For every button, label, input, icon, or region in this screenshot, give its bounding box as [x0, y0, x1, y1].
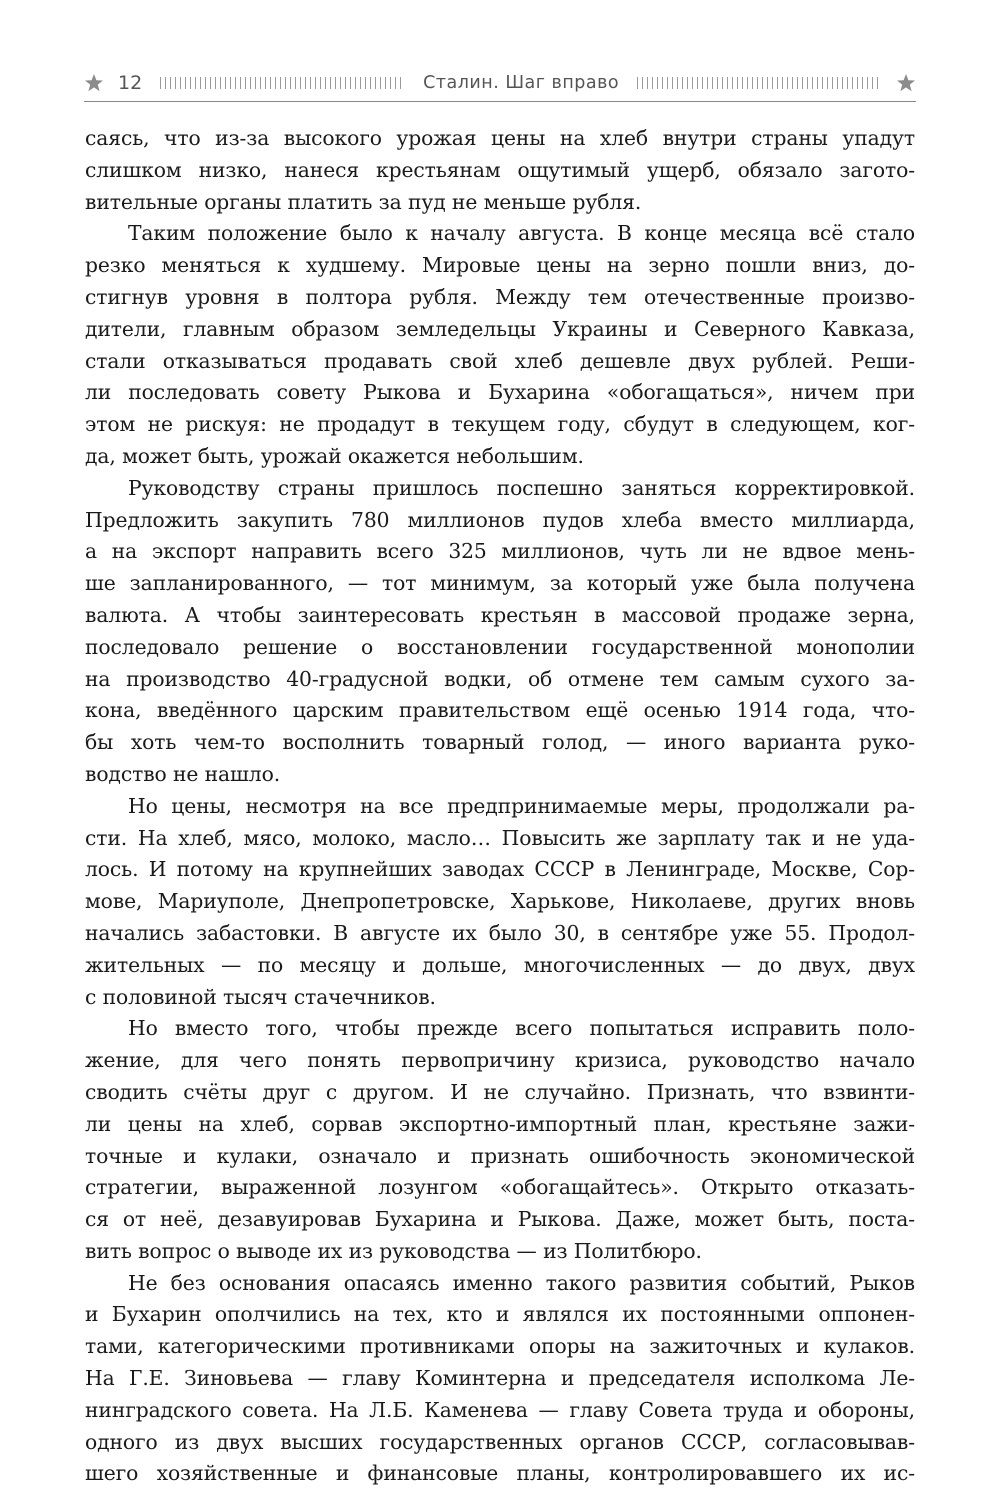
text-line: Предложить закупить 780 миллионов пудов хлеба вместо миллиарда,	[85, 507, 915, 532]
star-icon	[896, 73, 916, 93]
text-line: водство не нашло.	[85, 761, 281, 786]
text-line: жение, для чего понять первопричину кризиса, руководство начало	[85, 1048, 915, 1073]
running-header	[84, 66, 916, 100]
text-line: сти. На хлеб, мясо, молоко, масло… Повысить же зарплату так и не уда-	[85, 825, 915, 850]
text-line: начались забастовки. В августе их было 30, в сентябре уже 55. Продол-	[85, 920, 915, 945]
text-line: стигнув уровня в полтора рубля. Между тем отечественные произво-	[85, 284, 915, 309]
text-line: точные и кулаки, означало и признать ошибочность экономической	[85, 1143, 915, 1168]
text-line: тами, категорическими противниками опоры на зажиточных и кулаков.	[85, 1334, 915, 1359]
text-line: а на экспорт направить всего 325 миллионов, чуть ли не вдвое мень-	[85, 539, 915, 564]
text-line: этом не рискуя: не продадут в текущем году, сбудут в следующем, ког-	[85, 412, 915, 437]
text-line: вительные органы платить за пуд не меньше рубля.	[85, 189, 642, 214]
running-title: Сталин. Шаг вправо	[423, 73, 620, 93]
text-line: Не без основания опасаясь именно такого развития событий, Рыков	[128, 1270, 915, 1295]
text-line: дители, главным образом земледельцы Украины и Северного Кавказа,	[85, 316, 915, 341]
text-line: вить вопрос о выводе их из руководства — из Политбюро.	[85, 1238, 702, 1263]
text-line: и Бухарин ополчились на тех, кто и являлся их постоянными оппонен-	[85, 1302, 915, 1327]
text-line: последовало решение о восстановлении государственной монополии	[85, 634, 915, 659]
text-line: ли цены на хлеб, сорвав экспортно-импортный план, крестьяне зажи-	[85, 1111, 915, 1136]
text-line: Но цены, несмотря на все предпринимаемые меры, продолжали ра-	[128, 793, 915, 818]
text-line: валюта. А чтобы заинтересовать крестьян в массовой продаже зерна,	[85, 602, 915, 627]
star-icon	[84, 73, 104, 93]
text-line: одного из двух высших государственных органов СССР, согласовывав-	[85, 1429, 915, 1454]
decorative-rule-left	[160, 77, 405, 89]
text-line: ся от неё, дезавуировав Бухарина и Рыкова. Даже, может быть, поста-	[85, 1207, 915, 1232]
text-line: ли последовать совету Рыкова и Бухарина «обогащаться», ничем при	[85, 380, 915, 405]
text-line: резко меняться к худшему. Мировые цены на зерно пошли вниз, до-	[85, 253, 915, 278]
header-divider	[84, 101, 916, 102]
text-line: на производство 40-градусной водки, об отмене тем самым сухого за-	[85, 666, 915, 691]
text-line: шего хозяйственные и финансовые планы, контролировавшего их ис-	[85, 1461, 915, 1486]
text-line: На Г.Е. Зиновьева — главу Коминтерна и председателя исполкома Ле-	[85, 1366, 915, 1391]
text-line: да, может быть, урожай окажется небольшим.	[85, 443, 584, 468]
text-line: саясь, что из-за высокого урожая цены на хлеб внутри страны упадут	[85, 126, 915, 150]
body-text	[85, 123, 915, 1490]
text-line: бы хоть чем-то восполнить товарный голод, — иного варианта руко-	[85, 730, 915, 755]
text-line: слишком низко, нанеся крестьянам ощутимый ущерб, обязало загото-	[85, 157, 915, 182]
text-line: ше запланированного, — тот минимум, за который уже была получена	[85, 571, 915, 596]
page-number: 12	[118, 72, 143, 94]
text-line: мове, Мариуполе, Днепропетровске, Харькове, Николаеве, других вновь	[85, 889, 915, 914]
text-line: лось. И потому на крупнейших заводах СССР в Ленинграде, Москве, Сор-	[85, 857, 915, 882]
text-line: Но вместо того, чтобы прежде всего попытаться исправить поло-	[128, 1016, 915, 1041]
text-line: стратегии, выраженной лозунгом «обогащайтесь». Открыто отказать-	[85, 1175, 915, 1200]
decorative-rule-right	[637, 77, 882, 89]
text-line: сводить счёты друг с другом. И не случайно. Признать, что взвинти-	[85, 1079, 915, 1104]
text-line: жительных — по месяцу и дольше, многочисленных — до двух, двух	[85, 952, 915, 977]
text-line: Таким положение было к началу августа. В конце месяца всё стало	[128, 221, 915, 246]
text-line: с половиной тысяч стачечников.	[85, 984, 436, 1009]
text-line: стали отказываться продавать свой хлеб дешевле двух рублей. Реши-	[85, 348, 915, 373]
text-line: Руководству страны пришлось поспешно заняться корректировкой.	[128, 475, 915, 500]
text-line: нинградского совета. На Л.Б. Каменева — главу Совета труда и обороны,	[85, 1397, 915, 1422]
text-line: кона, введённого царским правительством ещё осенью 1914 года, что-	[85, 698, 915, 723]
